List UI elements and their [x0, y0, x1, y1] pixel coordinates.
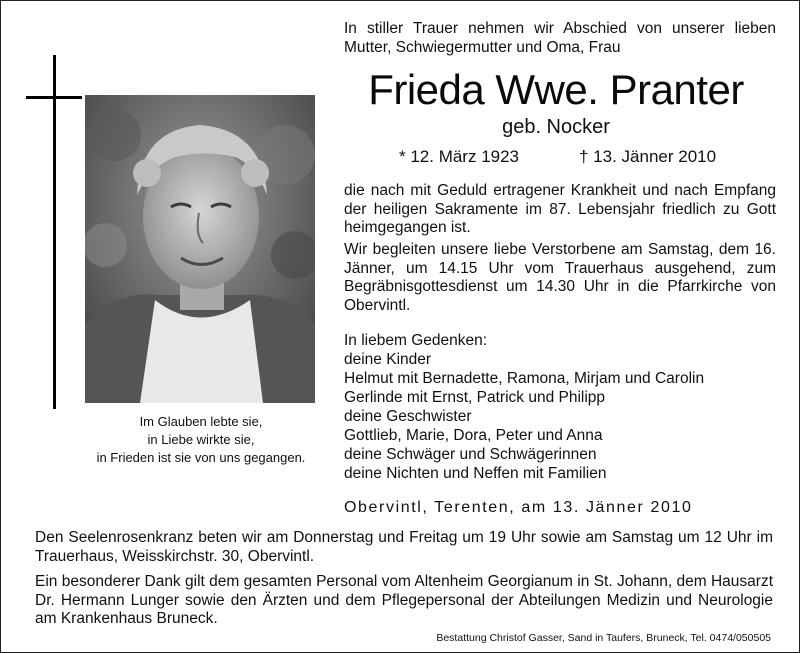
mourner-line: Gerlinde mit Ernst, Patrick und Philipp: [344, 389, 606, 406]
verse-line: in Liebe wirkte sie,: [147, 432, 255, 447]
mourner-line: deine Nichten und Neffen mit Familien: [344, 465, 607, 482]
memorial-verse: [85, 413, 317, 467]
portrait-photo-graphic: [85, 95, 315, 403]
place-and-date: Obervintl, Terenten, am 13. Jänner 2010: [344, 499, 693, 516]
rosary-paragraph: Den Seelenrosenkranz beten wir am Donnerstag und Freitag um 19 Uhr sowie am Samstag um 12 Uhr im Trauerhaus, Weisskirchstr. 30, Obervintl.: [35, 529, 773, 565]
mourners-list: [344, 350, 776, 483]
verse-line: in Frieden ist sie von uns gegangen.: [96, 450, 306, 465]
mourner-line: deine Geschwister: [344, 408, 472, 425]
cross-horizontal-bar: [26, 96, 82, 99]
mourner-line: Helmut mit Bernadette, Ramona, Mirjam und Carolin: [344, 370, 705, 387]
verse-line: Im Glauben lebte sie,: [139, 414, 263, 429]
funeral-paragraph: Wir begleiten unsere liebe Verstorbene am Samstag, dem 16. Jänner, um 14.15 Uhr vom Trauerhaus ausgehend, zum Begräbnisgottesdienst um 14.30 Uhr in die Pfarrkirche von Obervintl.: [344, 241, 776, 314]
remembrance-heading: In liebem Gedenken:: [344, 332, 488, 349]
deceased-name: Frieda Wwe. Pranter: [368, 66, 744, 113]
portrait-photo: [85, 95, 315, 403]
passing-paragraph: die nach mit Geduld ertragener Krankheit und nach Empfang der heiligen Sakramente im 87. Lebensjahr friedlich zu Gott heimgegangen ist.: [344, 182, 776, 236]
death-date: † 13. Jänner 2010: [579, 147, 717, 166]
funeral-home-credit: Bestattung Christof Gasser, Sand in Taufers, Bruneck, Tel. 0474/050505: [436, 632, 771, 644]
mourner-line: Gottlieb, Marie, Dora, Peter und Anna: [344, 427, 603, 444]
mourner-line: deine Kinder: [344, 351, 432, 368]
birth-date: * 12. März 1923: [399, 147, 520, 166]
thanks-paragraph: Ein besonderer Dank gilt dem gesamten Personal vom Altenheim Georgianum in St. Johann, dem Hausarzt Dr. Hermann Lunger sowie den Ärzten und dem Pflegepersonal der Abteilungen Medizin und Neurologie am Krankenhaus Bruneck.: [35, 573, 773, 627]
intro-text: In stiller Trauer nehmen wir Abschied von unserer lieben Mutter, Schwiegermutter und Oma, Frau: [344, 20, 776, 56]
mourner-line: deine Schwäger und Schwägerinnen: [344, 446, 597, 463]
maiden-name: geb. Nocker: [502, 116, 610, 138]
cross-vertical-bar: [53, 55, 56, 409]
